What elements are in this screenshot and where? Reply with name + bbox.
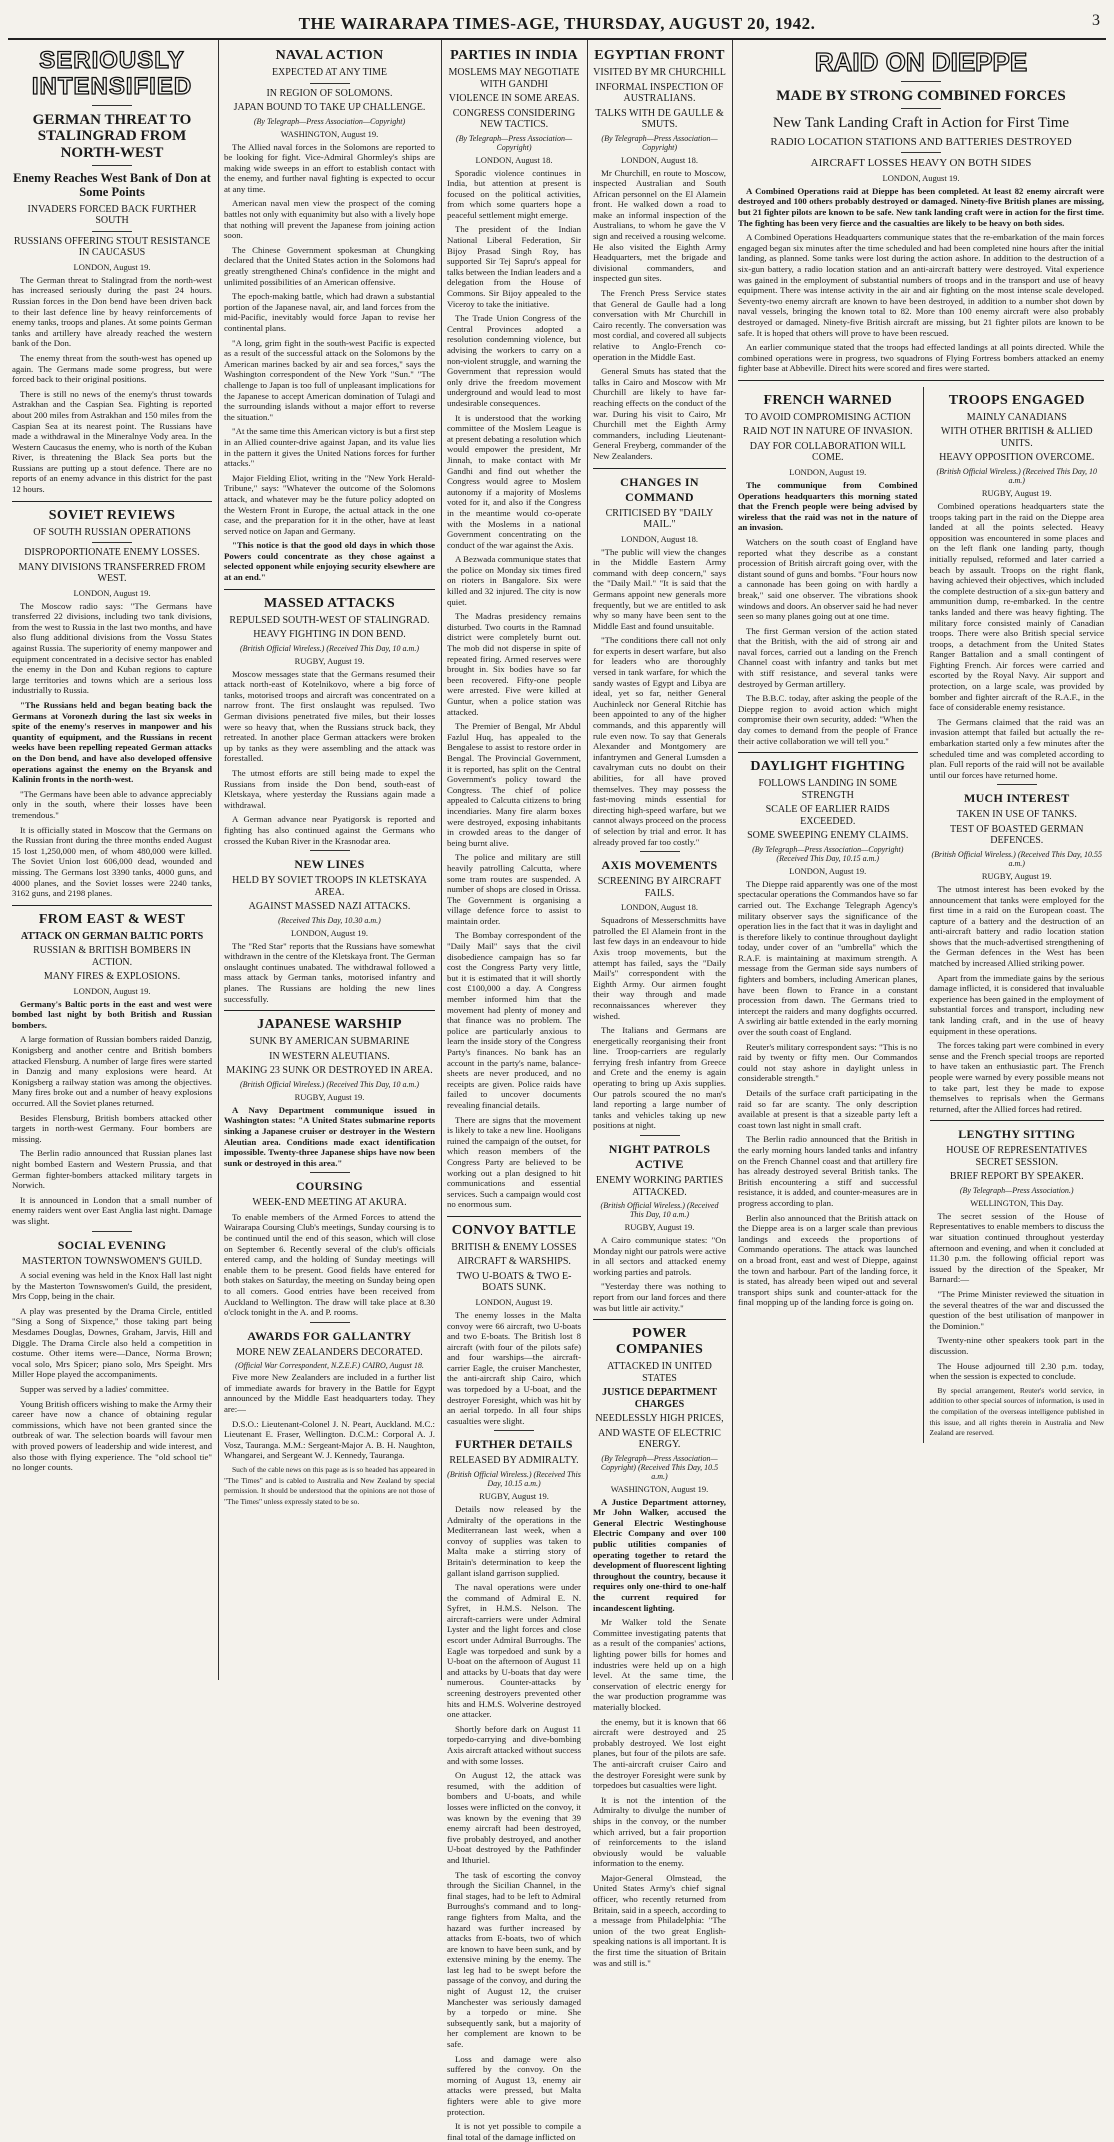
subhead: AGAINST MASSED NAZI ATTACKS. xyxy=(248,901,411,913)
article-paragraph: The Germans claimed that the raid was an invasion attempt that failed but actually the re-embarkation started only a few minutes after the scheduled time and was completed according to plan. Full reports of the raid will not be available until our forces have returned home. xyxy=(929,716,1104,780)
subhead: ENEMY WORKING PARTIES ATTACKED. xyxy=(595,1175,724,1198)
article-paragraph: It is not the intention of the Admiralty to divulge the number of ships in the convoy, or the number which arrived, but a fair proportion of reinforcements to the island obviously would be valuable information to the enemy. xyxy=(593,1794,726,1869)
credit-line: (By Telegraph—Press Association.) xyxy=(959,1185,1074,1195)
headline-lengthy-sitting: LENGTHY SITTING xyxy=(958,1127,1076,1142)
column-2 xyxy=(224,42,435,1682)
headline-french-warned: FRENCH WARNED xyxy=(763,392,892,408)
column-rule xyxy=(587,40,588,1680)
article-paragraph: The police and military are still heavily patrolling Calcutta, where some tram routes are suspended. A number of shops are closed in Orissa. The Government is organising a village defence force to assist to maintain order. xyxy=(447,852,581,926)
subhead-caucasus: RUSSIANS OFFERING STOUT RESISTANCE IN CAUCASUS xyxy=(13,235,211,259)
article-paragraph: By special arrangement, Reuter's world service, in addition to other special sources of information, is used in the compilation of the overseas intelligence published in this issue, and all rights therein in Australia and New Zealand are reserved. xyxy=(929,1385,1104,1438)
article-paragraph: A Combined Operations Headquarters communique states that the re-embarkation of the main forces engaged began six minutes after the time scheduled and had been completed nine hours after the initial landing, as planned. Some tanks were lost during the action ashore. In addition to the destruction of a six-gun battery, a radio location station and an anti-aircraft battery were destroyed. Vital experience was gained in the employment of substantial numbers of troops and in the transport and use of heavy equipment. There was intense activity in the air and air fighting on the most intense scale developed. Seventy-two enemy aircraft are known to have been destroyed, in addition to a number shot down by naval vessels, bringing the known total to 82. More than 100 enemy aircraft were also probably destroyed or damaged. Ninety-five British aircraft are missing, but 21 fighter pilots are known to be safe. It is hoped that others will prove to have been rescued. xyxy=(738,232,1104,338)
dateline: LONDON, August 19. xyxy=(789,466,867,477)
dateline: RUGBY, August 19. xyxy=(479,1490,549,1501)
subhead: DAY FOR COLLABORATION WILL COME. xyxy=(749,440,906,464)
headline-social-evening: SOCIAL EVENING xyxy=(57,1237,167,1252)
headline-power-companies: POWER COMPANIES xyxy=(615,1326,704,1358)
headline-axis-movements: AXIS MOVEMENTS xyxy=(601,858,718,873)
subhead: SCALE OF EARLIER RAIDS EXCEEDED. xyxy=(765,804,890,827)
article-paragraph: Sporadic violence continues in India, but attention at present is focused on the political activities, from which some quarters hope a peaceful settlement might emerge. xyxy=(447,167,581,220)
dateline: LONDON, August 19. xyxy=(882,172,960,183)
headline-stalingrad: GERMAN THREAT TO STALINGRAD FROM NORTH-WEST xyxy=(32,111,192,161)
subhead: AND WASTE OF ELECTRIC ENERGY. xyxy=(598,1427,721,1451)
credit-line: (British Official Wireless.) (Received This Day, 10 a.m.) xyxy=(239,643,419,653)
subcolumn-left xyxy=(738,387,924,1443)
article-paragraph: Such of the cable news on this page as is so headed has appeared in "The Times" and is cabled to Australia and New Zealand by special permission. It should be understood that the opinions are not those of "The Times" unless expressly stated to be so. xyxy=(224,1464,435,1506)
article-paragraph: Berlin also announced that the British attack on the Dieppe area is on a larger scale than previous landings and exceeds the proportions of Commando operations. The attack was launched on a broad front, east and west of Dieppe, against the town and harbour. Part of the landing force, it is stated, has already been wiped out and several transport ships sunk and counter-attack for the final mopping up of the landing force is going on. xyxy=(738,1212,918,1308)
subhead: MORE NEW ZEALANDERS DECORATED. xyxy=(236,1346,423,1358)
deck-don: Enemy Reaches West Bank of Don at Some Points xyxy=(13,171,211,200)
masthead-title: THE WAIRARAPA TIMES-AGE, THURSDAY, AUGUST 20, 1942. xyxy=(298,14,816,33)
subhead: CRITICISED BY "DAILY MAIL." xyxy=(605,507,714,531)
headline-coursing: COURSING xyxy=(295,1179,364,1194)
credit-line: (British Official Wireless.) (Received This Day, 10 a.m.) xyxy=(239,1079,419,1089)
article-paragraph: The first German version of the action stated that the British, with the aid of strong air and naval forces, carried out a landing on the French Channel coast with infantry and tanks but met with stiff resistance, and several tanks were destroyed by German artillery. xyxy=(738,625,918,689)
article-paragraph: The naval operations were under the command of Admiral E. N. Syfret, in H.M.S. Nelson. The aircraft-carriers were under Admiral Lyster and the light forces and close escort under Admiral Burroughs. The Eagle was torpedoed and sunk by a U-boat on the afternoon of August 11 and attacks by U-boats that day were numerous. Counter-attacks by screening destroyers prevented other hits and H.M.S. Wolverine destroyed one attacker. xyxy=(447,1582,581,1720)
article-paragraph: The president of the Indian National Liberal Federation, Sir Bijoy Prasad Singh Roy, has supported Sir Tej Sapru's appeal for talks between the Indian leaders and a delegation from the House of Commons. Sir Bijoy appealed to the Viceroy to take the initiative. xyxy=(447,224,581,309)
article-paragraph: The B.B.C. today, after asking the people of the Dieppe region to avoid action which might compromise their own security, added: "When the day comes to demand from the people of France their active collaboration we will tell you." xyxy=(738,693,918,746)
article-paragraph: The utmost efforts are still being made to expel the Russians from inside the Don bend, south-east of Kletskaya, where yesterday the Russians again made a withdrawal. xyxy=(224,768,435,810)
headline-naval-action: NAVAL ACTION xyxy=(275,48,384,63)
subhead: FOLLOWS LANDING IN SOME STRENGTH xyxy=(758,778,898,801)
headline-much-interest: MUCH INTEREST xyxy=(963,791,1070,806)
article-paragraph: American naval men view the prospect of the coming battles not only with equanimity but also with a lively hope that nothing will prevent the Japanese from joining action soon. xyxy=(224,198,435,241)
article-paragraph: Mr Churchill, en route to Moscow, inspected Australian and South African personnel on the El Alamein front. He walked down a road to make an informal inspection of the Australians, to whom he gave the V sign and received a rousing welcome. He also visited the Eighth Army Headquarters, met the brigade and divisional commanders, and inspected gun sites. xyxy=(593,167,726,284)
subhead: DISPROPORTIONATE ENEMY LOSSES. xyxy=(24,547,200,559)
subhead: WITH OTHER BRITISH & ALLIED UNITS. xyxy=(940,426,1093,449)
article-paragraph: The Italians and Germans are energetically reorganising their front line. Troop-carriers are regularly ferrying fresh infantry from Greece and Crete and the enemy is again operating to bring up Axis supplies. Our patrols scoured the no man's land reporting a large number of tanks and vehicles taking up new positions at night. xyxy=(593,1025,726,1131)
article-paragraph: the enemy, but it is known that 66 aircraft were destroyed and 25 probably destroyed. We lost eight planes, but four of the pilots are safe. The anti-aircraft cruiser Cairo and the destroyer Foresight were sunk by torpedoes but casualties were light. xyxy=(593,1716,726,1791)
headline-new-lines: NEW LINES xyxy=(294,857,365,872)
article-paragraph: Details of the surface craft participating in the raid so far are scanty. The only description available at present is that a sizeable party left a coast town last night in small craft. xyxy=(738,1088,918,1130)
subhead: HEAVY FIGHTING IN DON BEND. xyxy=(253,629,406,641)
credit-line: (By Telegraph—Press Association—Copyright) xyxy=(455,133,573,152)
headline-combined-forces: MADE BY STRONG COMBINED FORCES xyxy=(776,87,1066,104)
article-paragraph: The Allied naval forces in the Solomons are reported to be looking for fight. Vice-Admiral Ghormley's ships are making wide sweeps in an effort to establish contact with the enemy, and further naval fighting is expected to occur at any time. xyxy=(224,141,435,194)
article-paragraph: "The conditions there call not only for experts in desert warfare, but also for leaders who are thoroughly versed in tank warfare, for which the sandy wastes of Egypt and Libya are ideal, yet so far, neither General Auchinleck nor General Ritchie has been appointed to any of the higher commands, and this apparently will rule even now. To say that Generals Alexander and Montgomery are infantrymen and General Lumsden a cavalryman cuts no doubt on their abilities, for all have proved themselves. They may possess the fast-moving minds essential for directing high-speed warfare, but we cannot always proceed on the process of selection by trial and error. It has already proved far too costly." xyxy=(593,635,726,847)
subhead: NEEDLESSLY HIGH PRICES, xyxy=(595,1413,724,1425)
credit-line: (By Telegraph—Press Association—Copyright) xyxy=(601,133,718,152)
headline-daylight-fighting: DAYLIGHT FIGHTING xyxy=(750,759,906,775)
dateline: RUGBY, August 19. xyxy=(294,655,365,666)
article-paragraph: To enable members of the Armed Forces to attend the Wairarapa Coursing Club's meetings, Sunday coursing is to be continued until the end of this season, which will close on September 6. Recently several of the club's officials entered camp, and the holding of Sunday meetings will enable them to be present. Good fields have entered for both stakes on Saturday, the meeting on Sunday being open to all comers. Good entries have been received from Auckland to Wellington. The draw will take place at 8.30 o'clock tonight in the A. and P. rooms. xyxy=(224,1211,435,1318)
article-paragraph: "The Germans have been able to advance appreciably only in the south, where their losses have been tremendous." xyxy=(12,788,212,820)
article-paragraph: The forces taking part were combined in every sense and the French special troops are reported to have taken an enthusiastic part. The French people were warned by every possible means not to take part, lest they be made to expose themselves to reprisals when the Germans returned, after the Allied forces had retired. xyxy=(929,1040,1104,1114)
subhead: HELD BY SOVIET TROOPS IN KLETSKAYA AREA. xyxy=(232,875,427,898)
subhead: TAKEN IN USE OF TANKS. xyxy=(956,809,1077,821)
subhead: MAKING 23 SUNK OR DESTROYED IN AREA. xyxy=(226,1065,433,1077)
subhead: IN REGION OF SOLOMONS. xyxy=(266,87,393,99)
dateline: WASHINGTON, August 19. xyxy=(610,1483,709,1494)
subhead: BRITISH & ENEMY LOSSES xyxy=(451,1241,577,1253)
subhead: SOME SWEEPING ENEMY CLAIMS. xyxy=(747,830,909,842)
article-paragraph: Moscow messages state that the Germans resumed their attack north-east of Kotelnikovo, where a big force of tanks, motorised troops and aircraft was concentrated on a narrow front. The first onslaught was repulsed. Two German divisions penetrated five miles, but their losses were so heavy that, when the Russians struck back, they retreated. In another place German attackers were broken up by tanks as they were assembling and the attack was forestalled. xyxy=(224,668,435,764)
article-paragraph: "This notice is that the good old days in which those Powers could concentrate as they chose against a selected opponent while enjoying security elsewhere are at an end." xyxy=(224,540,435,583)
article-paragraph: The secret session of the House of Representatives to enable members to discuss the war situation continued throughout yesterday afternoon and evening, and when it concluded at 11.30 p.m. the following official report was issued by the direction of the Speaker, Mr Barnard:— xyxy=(929,1210,1104,1285)
article-paragraph: "The Russians held and began beating back the Germans at Voronezh during the last six weeks in spite of the enemy's reserves in manpower and his quantity of equipment, and the Russians in recent weeks have been repelling repeated German attacks on the Don bend, and have also developed offensive operations against the enemy on the Bryansk and Kalinin fronts in the north-west. xyxy=(12,700,212,785)
subhead: MASTERTON TOWNSWOMEN'S GUILD. xyxy=(21,1255,203,1267)
article-paragraph: General Smuts has stated that the talks in Cairo and Moscow with Mr Churchill are likely to have far-reaching effects on the conduct of the war. During his visit to Cairo, Mr Churchill met the Eighth Army commanders, including Lieutenant-General Freyberg, commander of the New Zealanders. xyxy=(593,366,726,461)
subhead: TEST OF BOASTED GERMAN DEFENCES. xyxy=(950,823,1084,847)
subhead: TWO U-BOATS & TWO E-BOATS SUNK. xyxy=(456,1270,572,1294)
subhead-invaders: INVADERS FORCED BACK FURTHER SOUTH xyxy=(27,203,197,227)
column-rule xyxy=(732,40,733,1680)
article-paragraph: Germany's Baltic ports in the east and west were bombed last night by both British and Russian bombers. xyxy=(12,998,212,1030)
subhead: IN WESTERN ALEUTIANS. xyxy=(269,1050,390,1062)
subhead: BRIEF REPORT BY SPEAKER. xyxy=(949,1171,1084,1183)
article-paragraph: Mr Walker told the Senate Committee investigating patents that as a result of the companies' actions, lighting power bills for homes and industries were held up on a high level. At the same time, the conservation of electric energy for the war production programme was materially blocked. xyxy=(593,1617,726,1712)
column-rule xyxy=(218,40,219,1680)
article-paragraph: Shortly before dark on August 11 torpedo-carrying and dive-bombing Axis aircraft attacked without success and with some losses. xyxy=(447,1723,581,1766)
masthead-rule xyxy=(8,38,1106,40)
article-paragraph: The Trade Union Congress of the Central Provinces adopted a resolution condemning violence, but advising the workers to carry on a non-violent struggle, and warning the Government that repression would only drive the freedom movement underground and would lead to most undesirable consequences. xyxy=(447,313,581,408)
subhead: HOUSE OF REPRESENTATIVES SECRET SESSION. xyxy=(946,1145,1088,1168)
article-paragraph: It is announced in London that a small number of enemy raiders went over East Anglia last night. Damage was slight. xyxy=(12,1194,212,1226)
article-paragraph: Reuter's military correspondent says: "This is no raid by twenty or fifty men. Our Commandos could not stay ashore in daylight unless in considerable strength." xyxy=(738,1041,918,1084)
dateline: LONDON, August 18. xyxy=(621,902,698,913)
page-number: 3 xyxy=(1092,12,1100,29)
subhead: WEEK-END MEETING AT AKURA. xyxy=(252,1197,407,1209)
headline-convoy-battle: CONVOY BATTLE xyxy=(451,1222,577,1238)
dateline: RUGBY, August 19. xyxy=(624,1222,695,1233)
article-paragraph: Apart from the immediate gains by the serious damage inflicted, it is considered that invaluable experience has been gained in the employment of substantial forces and transport, including new tank landing craft, and in the use of heavy equipment in these operations. xyxy=(929,972,1104,1036)
column-4 xyxy=(593,42,726,1968)
dateline: LONDON, August 19. xyxy=(73,587,151,598)
article-paragraph: Major Fielding Eliot, writing in the "New York Herald-Tribune," says: "Whatever the outcome of the Solomons attack, and whatever may be the future policy adopted on the Western Front in Europe, the actual attack in the one case, and the preparation for it in the other, have at least served notice on Japan and Germany. xyxy=(224,472,435,536)
credit-line: (British Official Wireless.) (Received This Day, 10 a.m.) xyxy=(936,466,1098,485)
dateline: LONDON, August 18. xyxy=(621,154,698,165)
article-paragraph: Squadrons of Messerschmitts have patrolled the El Alamein front in the last few days in an endeavour to hide Axis troop movements, but the attempt has failed, says the "Daily Mail's" correspondent with the Eighth Army. Our airmen fought their way through and made reconnaissances wherever they wished. xyxy=(593,915,726,1021)
article-paragraph: The Dieppe raid apparently was one of the most spectacular operations the Commandos have so far carried out. The Exchange Telegraph Agency's military observer says the significance of the operation lies in the fact that it was in daylight and is therefore likely to continue throughout daylight today, under cover of an "umbrella" which the R.A.F. is maintaining at maximum strength. A message from the German side says numbers of fighters and bombers, including American planes, have been flown to France in a constant procession from dawn. The Germans tried to intercept the raiders and many dogfights occurred. A swirling air battle extended in the early morning over the south coast of England. xyxy=(738,878,918,1038)
article-paragraph: On August 12, the attack was resumed, with the addition of bombers and U-boats, and while losses were inflicted on the convoy, it was known by the evening that 39 enemy aircraft had been destroyed, five probably destroyed, and another U-boat destroyed by the Pathfinder and Ithuriel. xyxy=(447,1770,581,1865)
headline-awards-gallantry: AWARDS FOR GALLANTRY xyxy=(247,1328,412,1343)
subhead: EXPECTED AT ANY TIME xyxy=(271,67,388,78)
article-paragraph: The task of escorting the convoy through the Sicilian Channel, in the final stages, had to be left to Admiral Burroughs's command and to long-range fighters from Malta, and the hazard was further increased by attacks from E-boats, two of which are known to have been sunk, and by extensive mining by the enemy. The last leg had to be swept before the passage of the convoy, and during the night of August 12, the cruiser Manchester was seriously damaged by a torpedo or mine. She subsequently sank, but a majority of her complement are known to be safe. xyxy=(447,1869,581,2050)
credit-line: (By Telegraph—Press Association—Copyright) (Received This Day, 10.15 a.m.) xyxy=(752,844,904,863)
subhead: HEAVY OPPOSITION OVERCOME. xyxy=(939,452,1095,464)
article-paragraph: The Madras presidency remains disturbed. Two courts in the Ramnad district were completely burnt out. The mob did not disperse in spite of repeated firing. Armed reserves were brought in. Six bodies have so far been recovered. Fifty-one people were arrested. Five were killed at Guntur, when a police station was attacked. xyxy=(447,611,581,717)
article-paragraph: A Navy Department communique issued in Washington states: "A United States submarine reports sinking a Japanese cruiser or destroyer in the Western Aleutian area. Conditions made exact identification impossible. Twenty-three Japanese ships have now been sunk or destroyed in this area." xyxy=(224,1104,435,1168)
subhead: AIRCRAFT LOSSES HEAVY ON BOTH SIDES xyxy=(810,157,1032,170)
two-column-section xyxy=(738,387,1104,1443)
headline-japanese-warship: JAPANESE WARSHIP xyxy=(257,1017,402,1033)
dateline: LONDON, August 19. xyxy=(73,261,151,272)
article-paragraph: The Premier of Bengal, Mr Abdul Fazlul Huq, has appealed to the Bengalese to assist to restore order in Bengal. The Provincial Government, it is reported, has split on the Central Government's policy toward the Congress. The chief of police appealed to Calcutta citizens to bring incendiaries. Many fire alarm boxes were destroyed, exposing inhabitants in crowded areas to the danger of being burnt alive. xyxy=(447,721,581,848)
article-paragraph: The Berlin radio announced that Russian planes last night bombed Eastern and Western Prussia, and that German fighter-bombers attacked military targets in Norwich. xyxy=(12,1148,212,1191)
article-paragraph: A social evening was held in the Knox Hall last night by the Masterton Townswomen's Guild, the president, Mrs Copp, being in the chair. xyxy=(12,1270,212,1302)
article-paragraph: Combined operations headquarters state the troops taking part in the raid on the Dieppe area landed at all the points selected. Heavy opposition was encountered in some places and on the left flank one landing party, though initially repulsed, reformed and later carried a beach by assault. Troops on the right flank, having achieved their objectives, which included the complete destruction of a six-gun battery and ammunition dump, re-embarked. In the centre tanks landed and there was heavy fighting. The military force consisted mainly of Canadian troops. There were also British special service troops, a detachment from the United States Ranger Battalion and a small contingent of Fighting French. Air forces were carried and escorted by the Royal Navy. Air support and protection, on a large scale, was provided by bomber and fighter aircraft of the R.A.F., in the face of considerable enemy resistance. xyxy=(929,500,1104,713)
credit-line: (Official War Correspondent, N.Z.E.F.) CAIRO, August 18. xyxy=(235,1361,424,1371)
dateline: LONDON, August 18. xyxy=(621,533,698,544)
headline-parties-india: PARTIES IN INDIA xyxy=(450,48,578,63)
subhead: MANY FIRES & EXPLOSIONS. xyxy=(43,971,181,983)
masthead xyxy=(0,0,1114,32)
dateline: LONDON, August 19. xyxy=(73,985,151,996)
column-3 xyxy=(447,42,581,2142)
subhead: RAID NOT IN NATURE OF INVASION. xyxy=(742,426,913,438)
article-paragraph: There is still no news of the enemy's thrust towards Astrakhan and the Caspian Sea. Fighting is reported about 200 miles from Astrakhan and 150 miles from the Caspian Sea at its nearest point. The Russians have made a withdrawal in the Mineralnye Vody area. In the Western Caucasus the enemy, who is north of the Kuban River, is threatening the Black Sea ports but the Russians are putting up a stout defence. There are no reports of an enemy advance in this district for the past 12 hours. xyxy=(12,388,212,495)
subhead: MANY DIVISIONS TRANSFERRED FROM WEST. xyxy=(18,561,206,585)
dateline: WELLINGTON, This Day. xyxy=(970,1197,1064,1208)
article-paragraph: It is not yet possible to compile a final total of the damage inflicted on xyxy=(447,2121,581,2142)
subhead: JAPAN BOUND TO TAKE UP CHALLENGE. xyxy=(233,102,426,113)
headline-seriously-intensified: SERIOUSLY INTENSIFIED xyxy=(31,47,193,101)
headline-troops-engaged: TROOPS ENGAGED xyxy=(948,392,1085,408)
article-paragraph: The German threat to Stalingrad from the north-west has increased seriously during the past 24 hours. Russian forces in the Don bend have been driven back to their last defence line by heavy reinforcements of enemy tanks, troops and planes. At some points German tanks and artillery have already reached the western bank of the Don. xyxy=(12,274,212,349)
credit-line: (By Telegraph—Press Association—Copyright) xyxy=(253,116,406,126)
credit-line: (British Official Wireless.) (Received This Day, 10.15 a.m.) xyxy=(447,1469,581,1488)
subhead: MOSLEMS MAY NEGOTIATE WITH GANDHI xyxy=(448,67,580,90)
article-paragraph: The communique from Combined Operations headquarters this morning stated that the French people were being advised by wireless that the raid was not in the nature of an invasion. xyxy=(738,479,918,533)
subhead: OF SOUTH RUSSIAN OPERATIONS xyxy=(33,526,191,538)
subhead: INFORMAL INSPECTION OF AUSTRALIANS. xyxy=(595,81,724,104)
article-paragraph: Watchers on the south coast of England have reported what they describe as a constant procession of British aircraft going over, with the distant sound of guns and bombs. "Four hours now a cannonade has been going on with hardly a break," said one observer. The vibrations shook windows and doors. An observer said he had never seen so many planes going out at one time. xyxy=(738,536,918,622)
article-paragraph: The enemy threat from the south-west has opened up again. The Germans made some progress, but were forced back to their original positions. xyxy=(12,352,212,385)
article-paragraph: Supper was served by a ladies' committee. xyxy=(20,1384,169,1394)
dateline: LONDON, August 18. xyxy=(475,154,553,165)
subcolumn-right xyxy=(930,387,1105,1443)
article-paragraph: It is officially stated in Moscow that the Germans on the Russian front during the three months ended August 15 lost 1,250,000 men, of whom 480,000 were killed. The Soviet Union lost 606,000 dead, wounded and missing. The Germans lost 3390 tanks, 4000 guns, and 4000 planes, and the Soviet losses were 2240 tanks, 3162 guns, and 2198 planes. xyxy=(12,824,212,899)
article-paragraph: It is understood that the working committee of the Moslem League is at present debating a resolution which would empower the president, Mr Jinnah, to make contact with Mr Gandhi and find out whether the Congress would agree to Moslem autonomy if a majority of Moslems voted for it, and also if the Congress in the meantime would co-operate with the Moslems in a national Government concentrating on the conduct of the war against the Axis. xyxy=(447,412,581,550)
article-paragraph: D.S.O.: Lieutenant-Colonel J. N. Peart, Auckland. M.C.: Lieutenant E. Fraser, Wellington. D.C.M.: Corporal A. J. Vosz, Tauranga. M.M.: Sergeant-Major A. B. H. Naughton, Whangarei, and Sergeant W. J. Kennedy, Tauranga. xyxy=(224,1418,435,1461)
article-paragraph: The utmost interest has been evoked by the announcement that tanks were employed for the first time in a raid on the European coast. The capture of a battery and the destruction of an anti-aircraft battery and radio location station shows that the much-advertised strengthening of the German defences in the West has been matched by increased Allied striking power. xyxy=(929,883,1104,969)
subhead: ATTACK ON GERMAN BALTIC PORTS xyxy=(20,930,204,942)
subhead: TALKS WITH DE GAULLE & SMUTS. xyxy=(595,107,724,130)
article-paragraph: "Yesterday there was nothing to report from our land forces and there was but little air activity." xyxy=(593,1281,726,1313)
article-paragraph: A Bezwada communique states that the police on Monday six times fired on rioters in Bangalore. Six were killed and 32 injured. The city is now quiet. xyxy=(447,554,581,607)
article-paragraph: The Bombay correspondent of the "Daily Mail" says that the civil disobedience campaign has so far cost the Congress Party very little, but it is estimated that it will shortly cost £100,000 a day. A Congress member informed him that the movement had plenty of money and that finance was no problem. The police are particularly anxious to learn the inside story of the Congress Party's finances. No bank has an account in the party's name, balance-sheets are never produced, and no receipts are given. Police raids have failed to uncover documents revealing financial details. xyxy=(447,930,581,1110)
headline-massed-attacks: MASSED ATTACKS xyxy=(264,595,395,611)
article-paragraph: "A long, grim fight in the south-west Pacific is expected as a result of the successful attack on the Solomons by the American marines backed by air and sea forces," says the Washington correspondent of the New York "Sun." "The challenge to Japan is too full of unpleasant implications for the Japanese to accept American domination of Tulagi and the surrounding islands without a major effort to reverse the situation." xyxy=(224,337,435,422)
subhead: CONGRESS CONSIDERING NEW TACTICS. xyxy=(452,107,576,130)
credit-line: (Received This Day, 10.30 a.m.) xyxy=(278,915,381,925)
article-paragraph: Young British officers wishing to make the Army their career have now a chance of obtaining regular commissions, which have not been granted since the outbreak of war. The selection boards will favour men with proved powers of leadership and wide interest, and also those with flying experience. The "old school tie" no longer counts. xyxy=(12,1398,212,1473)
credit-line: (By Telegraph—Press Association—Copyright) (Received This Day, 10.5 a.m.) xyxy=(600,1453,719,1481)
article-paragraph: A German advance near Pyatigorsk is reported and fighting has also continued against the Germans who crossed the Kuban River in the Krasnodar area. xyxy=(224,814,435,846)
column-5 xyxy=(738,42,1104,1682)
article-paragraph: "The public will view the changes in the Middle Eastern Army command with deep concern," says the "Daily Mail." "It is said that the Germans appoint new generals more frequently, but we are entitled to ask why so many have been sent to the Middle East and found unsuitable. xyxy=(593,546,726,631)
subhead: REPULSED SOUTH-WEST OF STALINGRAD. xyxy=(229,614,430,626)
article-paragraph: A Justice Department attorney, Mr John Walker, accused the General Electric Westinghouse Electric Company and over 100 public utilities companies of operating together to retard the development of fluorescent lighting throughout the country, because it requires only one-third to one-half the current required for incandescent lighting. xyxy=(593,1496,726,1613)
article-paragraph: A Combined Operations raid at Dieppe has been completed. At least 82 enemy aircraft were destroyed and 100 others probably destroyed or damaged. Ninety-five British planes are missing, but 21 fighter pilots are known to be safe. New tank landing craft were in action for the first time. The fighting has been very fierce and the casualties are likely to be heavy on both sides. xyxy=(738,185,1104,228)
article-paragraph: The Berlin radio announced that the British in the early morning hours landed tanks and infantry on the French Channel coast and that artillery fire has already destroyed several British tanks. The British encountering a stiff and successful resistance, it is added, and counter-measures are in progress according to plan. xyxy=(738,1134,918,1208)
credit-line: (British Official Wireless.) (Received This Day, 10.55 a.m.) xyxy=(931,849,1103,868)
subhead: AIRCRAFT & WARSHIPS. xyxy=(457,1256,571,1268)
article-paragraph: The Chinese Government spokesman at Chungking declared that the United States action in the Solomons had greatly strengthened China's confidence in the might and unlimited possibilities of an American offensive. xyxy=(224,244,435,287)
subhead: RUSSIAN & BRITISH BOMBERS IN ACTION. xyxy=(33,945,191,968)
dateline: LONDON, August 19. xyxy=(291,927,368,938)
article-paragraph: "At the same time this American victory is but a first step in an Allied counter-drive against Japan, and its value lies in the pattern it gives the United Nations forces for further attacks." xyxy=(224,426,435,469)
dateline: LONDON, August 19. xyxy=(475,1296,553,1307)
subhead: VISITED BY MR CHURCHILL xyxy=(593,67,726,78)
subhead: SCREENING BY AIRCRAFT FAILS. xyxy=(597,876,722,899)
article-paragraph: Besides Flensburg, British bombers attacked other targets in north-west Germany. Four bombers are missing. xyxy=(12,1112,212,1144)
headline-from-east-west: FROM EAST & WEST xyxy=(38,911,186,927)
article-paragraph: A Cairo communique states: "On Monday night our patrols were active in all sectors and attacked enemy working parties and patrols. xyxy=(593,1235,726,1277)
article-paragraph: The French Press Service states that General de Gaulle had a long conversation with Mr Churchill in Cairo recently. The conversation was most cordial, and covered all subjects relative to Anglo-French co-operation in the Middle East. xyxy=(593,288,726,362)
article-paragraph: Loss and damage were also suffered by the convoy. On the morning of August 13, enemy air attacks were pressed, but Malta fighters were able to give more protection. xyxy=(447,2053,581,2117)
deck-tank-landing: New Tank Landing Craft in Action for First Time xyxy=(772,115,1070,132)
subhead: RELEASED BY ADMIRALTY. xyxy=(449,1455,579,1467)
headline-night-patrols: NIGHT PATROLS ACTIVE xyxy=(608,1142,711,1172)
dateline: RUGBY, August 19. xyxy=(981,487,1052,498)
article-paragraph: "The Prime Minister reviewed the situation in the several theatres of the war and discussed the question of the best utilisation of manpower in the Dominion." xyxy=(929,1289,1104,1331)
subhead: TO AVOID COMPROMISING ACTION xyxy=(744,411,911,423)
credit-line: (British Official Wireless.) (Received This Day, 10 a.m.) xyxy=(600,1201,719,1220)
article-paragraph: The Moscow radio says: "The Germans have transferred 22 divisions, including two tank divisions, from the west to Russia in the last two months, and have also flung additional divisions from the Vossu States against Russia. The superiority of enemy manpower and equipment concentrated in a decisive sector has enabled the enemy in the Don and Kuban regions to capture large territories and towns which are a serious loss industrially to Russia. xyxy=(12,600,212,696)
subhead: JUSTICE DEPARTMENT CHARGES xyxy=(602,1387,717,1410)
column-1 xyxy=(12,42,212,1682)
subhead: MAINLY CANADIANS xyxy=(966,411,1067,423)
column-rule xyxy=(441,40,442,1680)
dateline: LONDON, August 19. xyxy=(789,865,867,876)
subhead: RADIO LOCATION STATIONS AND BATTERIES DESTROYED xyxy=(770,135,1072,148)
subhead: ATTACKED IN UNITED STATES xyxy=(607,1361,712,1384)
article-paragraph: Twenty-nine other speakers took part in the discussion. xyxy=(929,1335,1104,1356)
article-paragraph: There are signs that the movement is likely to take a new line. Hooligans ruined the campaign of the outset, for which reason members of the Congress Party are believed to be working out a plan designed to hit communications and essential services. Such a campaign would cost no enormous sum. xyxy=(447,1114,581,1210)
headline-egyptian-front: EGYPTIAN FRONT xyxy=(594,48,725,63)
subhead: VIOLENCE IN SOME AREAS. xyxy=(448,93,580,104)
subhead: SUNK BY AMERICAN SUBMARINE xyxy=(249,1036,410,1048)
dateline: RUGBY, August 19. xyxy=(981,870,1052,881)
headline-changes-command: CHANGES IN COMMAND xyxy=(620,474,699,504)
article-paragraph: A play was presented by the Drama Circle, entitled "Sing a Song of Sixpence," those taking part being Mesdames Douglas, Downes, Graham, Jarvis, Hill and Diggle. The Drama Circle also held a competition in costume. Other items were—Dance, Norma Brown; vocal solo, Mrs Spicer; piano solo, Mrs Speight. Mrs Miller Hope played the accompaniments. xyxy=(12,1305,212,1380)
dateline: WASHINGTON, August 19. xyxy=(280,128,379,139)
article-paragraph: A large formation of Russian bombers raided Danzig, Konigsberg and another centre and British bombers attacked Flensburg. A number of large fires were started in Danzig and many explosions were heard. At Konigsberg a railway station was among the objectives. Many fires broke out and a number of heavy explosions occurred. All the Soviet planes returned. xyxy=(12,1034,212,1109)
article-paragraph: Major-General Olmstead, the United States Army's chief signal officer, who recently returned from Britain, said in a speech, according to a message from Philadelphia: "The union of the two great English-speaking nations is all important. It is the first time the situation of Britain was and still is." xyxy=(593,1872,726,1968)
headline-further-details: FURTHER DETAILS xyxy=(455,1437,573,1452)
article-paragraph: The enemy losses in the Malta convoy were 66 aircraft, two U-boats and two E-boats. The British lost 8 aircraft (with four of the pilots safe) and four warships—the aircraft-carrier Eagle, the cruiser Manchester, the anti-aircraft ship Cairo, which was torpedoed by a U-boat, and the destroyer Foresight, which was hit by an aerial torpedo. In all four ships casualties were slight. xyxy=(447,1309,581,1426)
article-paragraph: Five more New Zealanders are included in a further list of immediate awards for bravery in the Battle for Egypt announced by the Middle East headquarters today. They are:— xyxy=(224,1372,435,1414)
article-paragraph: Details now released by the Admiralty of the operations in the Mediterranean last week, when a convoy of supplies was taken to Malta make a stirring story of Britain's determination to keep the gallant island garrison supplied. xyxy=(447,1503,581,1578)
article-paragraph: The "Red Star" reports that the Russians have somewhat withdrawn in the centre of the Kletskaya front. The German onslaught continues unabated. The withdrawal followed a mass attack by German tanks, motorised infantry and planes. The Russians are holding the new lines successfully. xyxy=(224,940,435,1004)
headline-raid-on-dieppe: RAID ON DIEPPE xyxy=(814,47,1028,77)
article-paragraph: The epoch-making battle, which had drawn a substantial portion of the Japanese naval, air, and land forces from the mid-Pacific, inevitably would force Japan to revise her continental plans. xyxy=(224,291,435,333)
dateline: RUGBY, August 19. xyxy=(294,1091,365,1102)
article-paragraph: An earlier communique stated that the troops had effected landings at all points directed. While the combined operations were in progress, two squadrons of Flying Fortress bombers attacked an enemy fighter base at Abbeville. Direct hits were scored and fires were started. xyxy=(738,342,1104,374)
headline-soviet-reviews: SOVIET REVIEWS xyxy=(48,507,176,523)
article-paragraph: The House adjourned till 2.30 p.m. today, when the session is expected to conclude. xyxy=(929,1360,1104,1382)
